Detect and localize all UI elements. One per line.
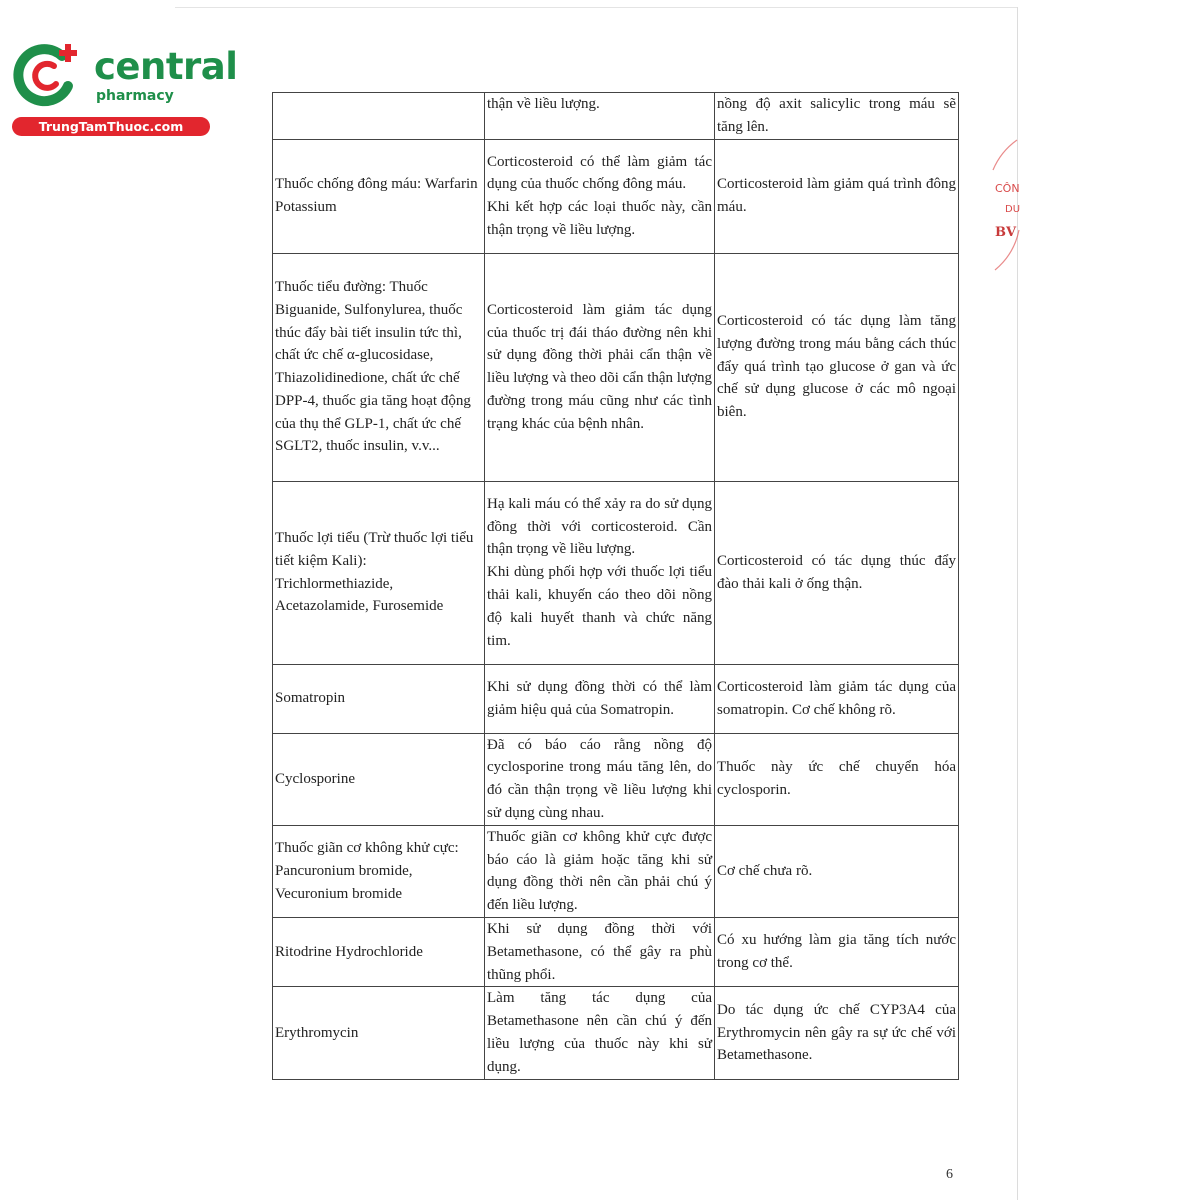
drug-text: Somatropin	[275, 690, 345, 707]
drug-cell	[273, 481, 485, 664]
mechanism-text: nồng độ axit salicylic trong máu sẽ tăng lên.	[717, 96, 956, 135]
drug-cell	[273, 664, 485, 733]
mechanism-text: Do tác dụng ức chế CYP3A4 của Erythromycin nên gây ra sự ức chế với Betamethasone.	[717, 1001, 956, 1064]
note-text: Khi dùng phối hợp với thuốc lợi tiểu thải kali, khuyến cáo theo dõi nồng độ kali huyết thanh và chức năng tim.	[487, 564, 712, 649]
logo-sub-name: pharmacy	[96, 88, 174, 104]
note-cell	[485, 253, 715, 481]
mechanism-cell	[715, 139, 959, 253]
table-row	[273, 253, 959, 481]
note-text: Đã có báo cáo rằng nồng độ cyclosporine trong máu tăng lên, do đó cần thận trọng về liều lượng khi sử dụng cùng nhau.	[487, 736, 712, 821]
page-number: 6	[946, 1167, 953, 1182]
mechanism-cell	[715, 664, 959, 733]
mechanism-cell	[715, 987, 959, 1079]
note-cell	[485, 481, 715, 664]
mechanism-text: Corticosteroid làm giảm tác dụng của somatropin. Cơ chế không rõ.	[717, 678, 956, 718]
drug-text: Cyclosporine	[275, 770, 355, 787]
drug-cell	[273, 987, 485, 1079]
table-row	[273, 93, 959, 140]
mechanism-cell	[715, 733, 959, 825]
note-cell	[485, 733, 715, 825]
drug-interaction-table	[272, 92, 959, 1080]
logo-url-badge[interactable]: TrungTamThuoc.com	[12, 117, 210, 136]
note-text: Corticosteroid làm giảm tác dụng của thuốc trị đái tháo đường nên khi sử dụng đồng thời phải cẩn thận về liều lượng và theo dõi cẩn thận lượng đường trong máu cũng như các tình trạng khác của bệnh nhân.	[487, 301, 712, 432]
page-top-edge	[175, 7, 1018, 8]
note-cell	[485, 917, 715, 986]
stamp-text-3: BV	[995, 225, 1017, 240]
note-text: Thuốc giãn cơ không khử cực được báo cáo là giảm hoặc tăng khi sử dụng đồng thời nên cần phải chú ý đến liều lượng.	[487, 828, 712, 914]
mechanism-text: Có xu hướng làm gia tăng tích nước trong cơ thể.	[717, 932, 956, 972]
note-text: thận về liều lượng.	[487, 96, 600, 112]
note-cell	[485, 93, 715, 140]
table-row	[273, 825, 959, 917]
red-stamp-fragment	[975, 130, 1020, 290]
mechanism-text: Thuốc này ức chế chuyển hóa cyclosporin.	[717, 759, 956, 799]
note-text: Khi kết hợp các loại thuốc này, cần thận trọng về liều lượng.	[487, 199, 712, 238]
mechanism-text: Corticosteroid làm giảm quá trình đông máu.	[717, 176, 956, 216]
mechanism-cell	[715, 93, 959, 140]
mechanism-cell	[715, 253, 959, 481]
drug-text: Thuốc lợi tiểu (Trừ thuốc lợi tiểu tiết kiệm Kali): Trichlormethiazide, Acetazolamide, Furosemide	[275, 530, 474, 615]
drug-cell	[273, 253, 485, 481]
central-pharmacy-logo[interactable]	[8, 38, 238, 138]
note-text: Hạ kali máu có thể xảy ra do sử dụng đồng thời với corticosteroid. Cần thận trọng về liều lượng.	[487, 495, 712, 558]
drug-cell	[273, 733, 485, 825]
table-row	[273, 917, 959, 986]
drug-text: Ritodrine Hydrochloride	[275, 943, 423, 960]
drug-text: Erythromycin	[275, 1024, 359, 1041]
mechanism-cell	[715, 481, 959, 664]
note-text: Khi sử dụng đồng thời với Betamethasone, có thể gây ra phù thũng phổi.	[487, 920, 712, 983]
table-row	[273, 139, 959, 253]
note-text: Làm tăng tác dụng của Betamethasone nên cần chú ý đến liều lượng của thuốc này khi sử dụng.	[487, 990, 712, 1075]
mechanism-text: Corticosteroid có tác dụng làm tăng lượng đường trong máu bằng cách thúc đẩy quá trình tạo glucose ở gan và ức chế sử dụng glucose ở các mô ngoại biên.	[717, 313, 956, 421]
drug-text: Thuốc giãn cơ không khử cực: Pancuronium bromide, Vecuronium bromide	[275, 840, 459, 902]
central-logo-mark-icon	[10, 40, 82, 112]
note-cell	[485, 139, 715, 253]
table-row	[273, 987, 959, 1079]
logo-brand-name: central	[94, 45, 238, 88]
note-cell	[485, 825, 715, 917]
mechanism-cell	[715, 917, 959, 986]
note-cell	[485, 664, 715, 733]
drug-text: Thuốc tiểu đường: Thuốc Biguanide, Sulfonylurea, thuốc thúc đẩy bài tiết insulin tức thì, chất ức chế α-glucosidase, Thiazolidinedione, chất ức chế DPP-4, thuốc gia tăng hoạt động của thụ thể GLP-1, chất ức chế SGLT2, thuốc insulin, v.v...	[275, 278, 471, 455]
note-cell	[485, 987, 715, 1079]
stamp-text-2: DU	[1005, 204, 1020, 215]
mechanism-cell	[715, 825, 959, 917]
drug-cell	[273, 139, 485, 253]
drug-text: Thuốc chống đông máu: Warfarin Potassium	[275, 176, 478, 216]
drug-cell	[273, 917, 485, 986]
drug-cell	[273, 93, 485, 140]
table-row	[273, 733, 959, 825]
note-text: Khi sử dụng đồng thời có thể làm giảm hiệu quả của Somatropin.	[487, 678, 712, 718]
mechanism-text: Cơ chế chưa rõ.	[717, 862, 813, 879]
note-text: Corticosteroid có thể làm giảm tác dụng của thuốc chống đông máu.	[487, 153, 712, 193]
table-row	[273, 664, 959, 733]
mechanism-text: Corticosteroid có tác dụng thúc đẩy đào thải kali ở ống thận.	[717, 552, 956, 592]
drug-cell	[273, 825, 485, 917]
stamp-text-1: CÔN	[995, 182, 1020, 195]
table-row	[273, 481, 959, 664]
